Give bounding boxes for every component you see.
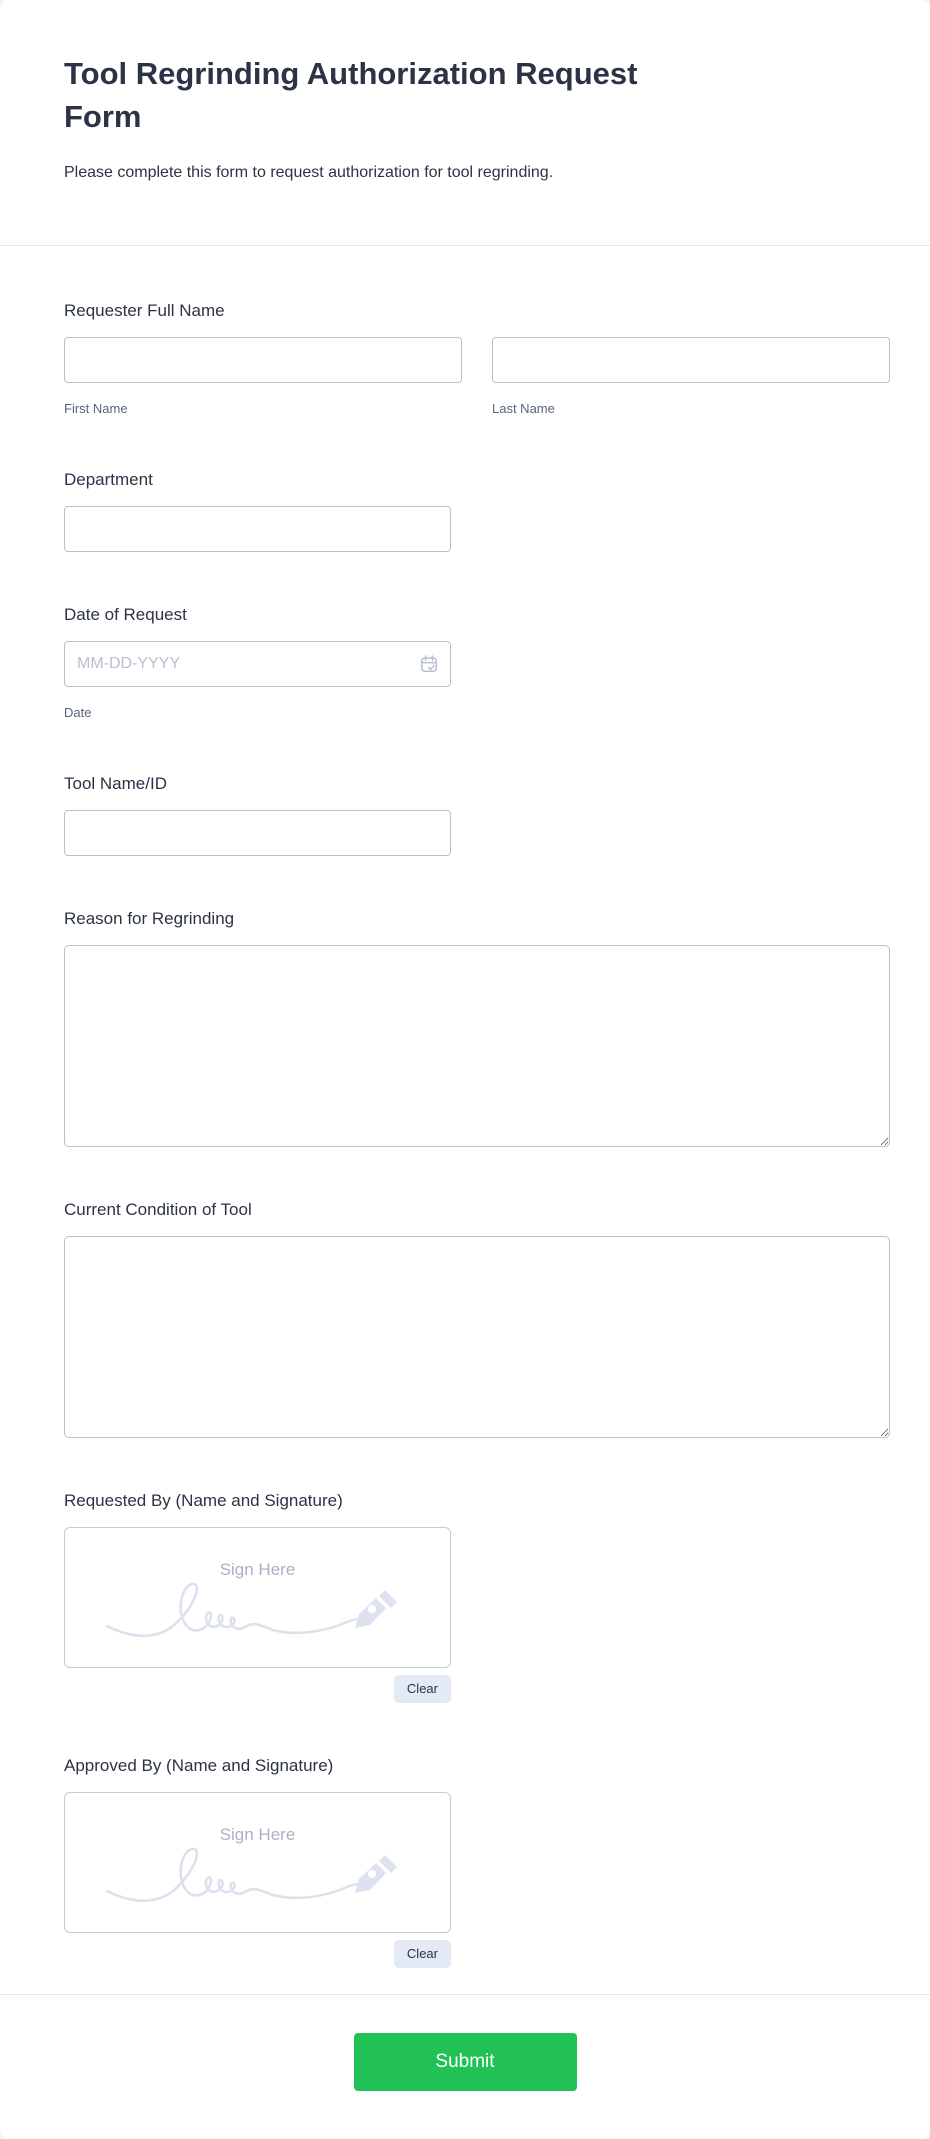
requested-by-signature-pad[interactable] [64,1527,451,1668]
tool-name-input[interactable] [64,810,451,856]
reason-label: Reason for Regrinding [64,909,235,928]
last-name-input[interactable] [492,337,890,383]
footer-divider [0,1994,930,1995]
form-title [64,52,890,138]
field-condition [64,1199,890,1438]
condition-label: Current Condition of Tool [64,1200,252,1219]
condition-textarea[interactable] [64,1236,890,1438]
approved-by-signature-pad[interactable] [64,1792,451,1933]
sign-here-hint: Sign Here [219,1560,296,1579]
submit-row [0,2033,930,2091]
tool-name-label: Tool Name/ID [64,774,167,793]
first-name-col [64,337,462,417]
date-of-request-label: Date of Request [64,605,187,624]
date-input-wrap [64,641,451,687]
field-reason [64,908,890,1147]
approved-by-clear-button[interactable]: Clear [394,1940,451,1968]
clear-row [64,1675,451,1703]
form-title-line2: Form [64,99,142,134]
form-header [0,0,930,184]
pen-nib-icon [352,1855,398,1902]
requested-by-clear-button[interactable]: Clear [394,1675,451,1703]
name-row [64,337,890,417]
department-label: Department [64,470,153,489]
pen-nib-icon [352,1590,398,1637]
first-name-sublabel: First Name [64,401,128,416]
clear-row [64,1940,451,1968]
field-tool-name [64,773,890,856]
form-title-line1: Tool Regrinding Authorization Request [64,56,638,91]
form-body [0,246,930,1968]
first-name-input[interactable] [64,337,462,383]
requester-full-name-label: Requester Full Name [64,301,225,320]
field-requester-full-name [64,300,890,417]
signature-squiggle-graphic [103,1839,371,1914]
calendar-check-icon [419,662,439,677]
field-approved-by-signature [64,1755,890,1968]
approved-by-label: Approved By (Name and Signature) [64,1756,334,1775]
last-name-sublabel: Last Name [492,401,555,416]
field-requested-by-signature [64,1490,890,1703]
field-date-of-request [64,604,890,721]
last-name-col [492,337,890,417]
sign-here-hint: Sign Here [219,1825,296,1844]
signature-squiggle-graphic [103,1574,371,1649]
submit-button[interactable]: Submit [354,2033,577,2091]
form-subtitle: Please complete this form to request authorization for tool regrinding. [64,164,554,181]
reason-textarea[interactable] [64,945,890,1147]
date-input[interactable] [64,641,451,687]
calendar-picker-button[interactable] [417,652,441,676]
date-sublabel: Date [64,705,92,720]
requested-by-label: Requested By (Name and Signature) [64,1491,343,1510]
field-department [64,469,890,552]
department-input[interactable] [64,506,451,552]
